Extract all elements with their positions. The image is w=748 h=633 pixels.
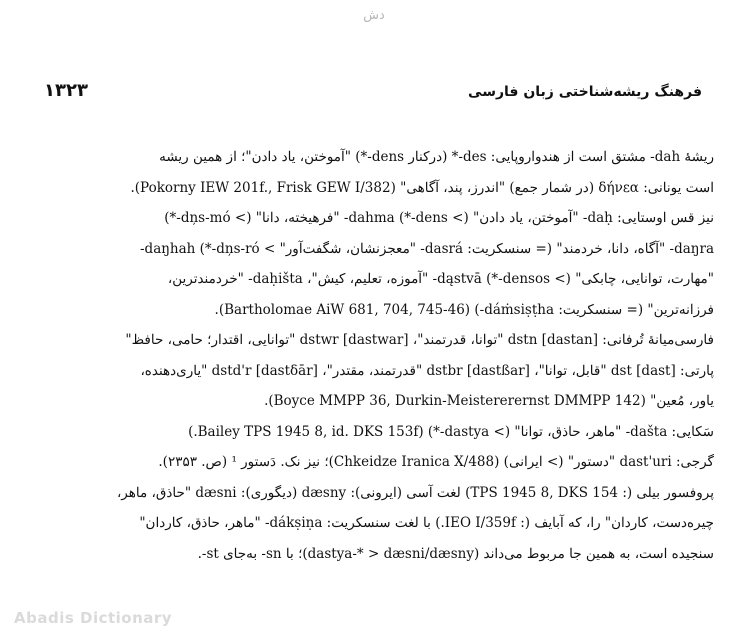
entry-line: "مهارت، توانایی، چابکی" (> densos-*) dąstvā- "آموزه، تعلیم، کیش"، daḥišta- "خردمندترین،	[167, 271, 714, 287]
entry-line: چیره‌دست، کاردان" را، که آبایف (: IEO I/359f.) با لغت سنسکریت: dákṣiṇa- "ماهر، حاذق، کاردان"	[139, 515, 714, 531]
page-number: ۱۳۲۳	[44, 80, 88, 101]
entry-line: نیز قس اوستایی: daḥ- "آموختن، یاد دادن" (> dens-*) dahma- "فرهیخته، دانا" (> dņs-mó-*)	[164, 210, 714, 226]
entry-line: پارتی: dst [dast] "قابل، توانا"، dstbr [dastßar] "قدرتمند، مقتدر"، dstd'r [dastδār] "یاری‌دهنده،	[140, 362, 714, 379]
entry-line: سَکایی: dašta- "ماهر، حاذق، توانا" (> dastya-*) (Bailey TPS 1945 8, id. DKS 153f.)	[188, 423, 714, 440]
entry-line: سنجیده است، به همین جا مربوط می‌داند (dastya-* > dæsni/dæsny)؛ با sn- به‌جای st-.	[197, 545, 714, 562]
entry-body	[40, 142, 714, 569]
watermark: Abadis Dictionary	[14, 609, 173, 627]
entry-line: گرجی: dast'uri "دستور" (> ایرانی) (Chkeidze Iranica X/488)؛ نیز نک. دَستور ¹ (ص. ۲۳۵۳).	[158, 454, 714, 470]
entry-line: یاور، مُعین" (Boyce MMPP 36, Durkin-Meistererernst DMMPP 142).	[264, 393, 714, 409]
headword: دش	[363, 8, 385, 23]
entry-line: ریشهٔ dah- مشتق است از هندواروپایی: des-* (درکنار dens-*) "آموختن، یاد دادن"؛ از همین ریشه	[159, 149, 714, 165]
entry-line: فرزانه‌ترین" (= سنسکریت: dáṁsiṣṭha-) (Bartholomae AiW 681, 704, 745-46).	[214, 301, 714, 318]
entry-line: پروفسور بیلی (: TPS 1945 8, DKS 154) لغت آسی (ایرونی): dæsny (دیگوری): dæsni "حاذق، ماهر،	[116, 484, 714, 501]
entry-line: فارسی‌میانهٔ تُرفانی: dstn [dastan] "توانا، قدرتمند"، dstwr [dastwar] "توانایی، اقتدار؛ حامی، حافظ"	[125, 332, 714, 348]
running-title: فرهنگ ریشه‌شناختی زبان فارسی	[468, 84, 702, 100]
entry-line: daŋra- "آگاه، دانا، خردمند" (= سنسکریت: dasrá- "معجزنشان، شگفت‌آور" > dņs-ró-*) daŋhah-	[139, 240, 714, 257]
entry-line: است یونانی: δήνεα (در شمار جمع) "اندرز، پند، آگاهی" (Pokorny IEW 201f., Frisk GEW I/382).	[130, 179, 714, 196]
